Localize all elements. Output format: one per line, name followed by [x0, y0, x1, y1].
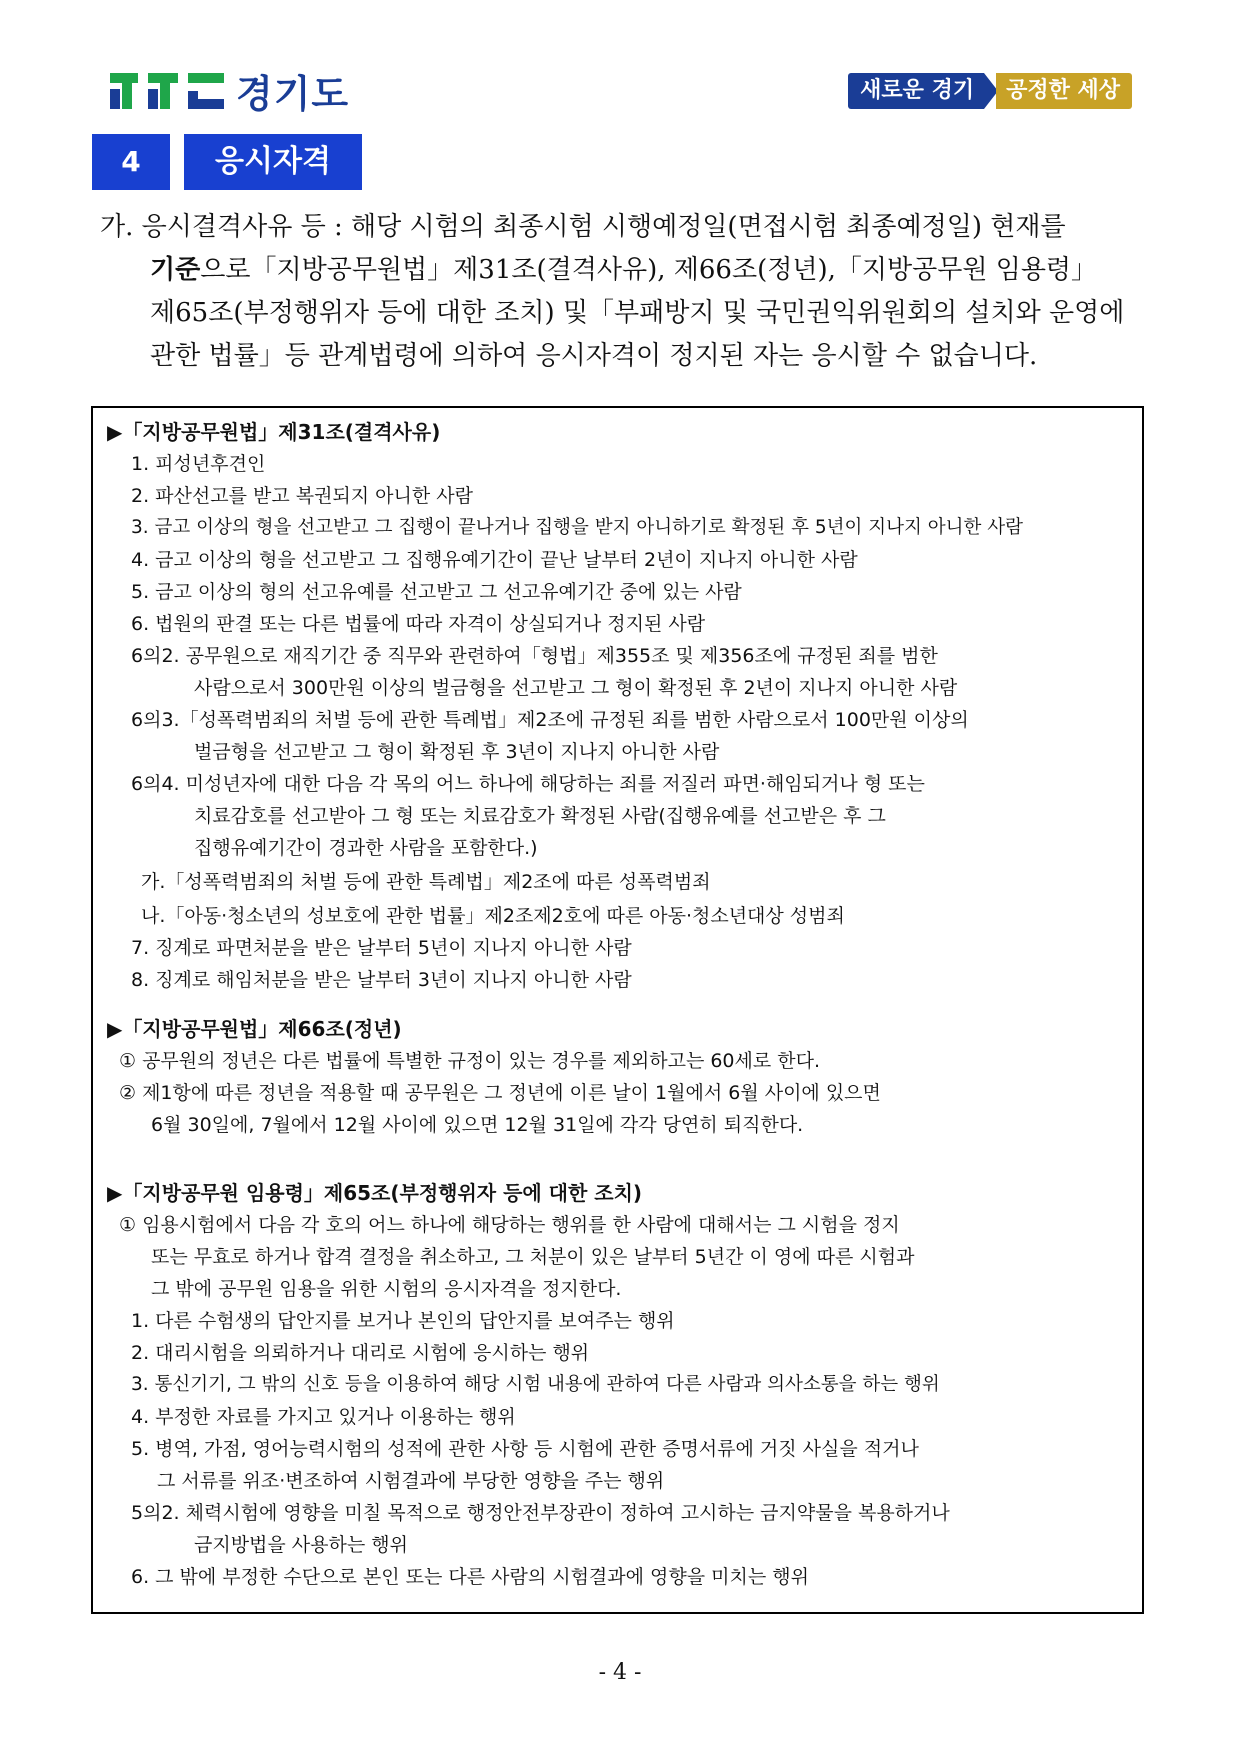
list-item-continued: 집행유예기간이 경과한 사람을 포함한다.) [194, 837, 538, 859]
list-item: 6의3.「성폭력범죄의 처벌 등에 관한 특례법」제2조에 규정된 죄를 범한 사람으로서 100만원 이상의 [131, 709, 969, 731]
list-item: 4. 금고 이상의 형을 선고받고 그 집행유예기간이 끝난 날부터 2년이 지나지 아니한 사람 [131, 549, 858, 571]
list-item: 3. 금고 이상의 형을 선고받고 그 집행이 끝나거나 집행을 받지 아니하기로 확정된 후 5년이 지나지 아니한 사람 [131, 517, 1023, 538]
sub-item: 나.「아동·청소년의 성보호에 관한 법률」제2조제2호에 따른 아동·청소년대상 성범죄 [141, 905, 845, 927]
list-item: ② 제1항에 따른 정년을 적용할 때 공무원은 그 정년에 이른 날이 1월에서 6월 사이에 있으면 [119, 1082, 881, 1104]
law-excerpt-box [91, 406, 1144, 1614]
list-item: 5. 병역, 가점, 영어능력시험의 성적에 관한 사항 등 시험에 관한 증명서류에 거짓 사실을 적거나 [131, 1438, 919, 1460]
gyeonggi-logo [108, 66, 349, 114]
list-item-continued: 6월 30일에, 7월에서 12월 사이에 있으면 12월 31일에 각각 당연히 퇴직한다. [151, 1114, 804, 1136]
section-heading: ▶「지방공무원법」제31조(결격사유) [107, 420, 441, 444]
gyeonggi-logo-icon [108, 69, 226, 111]
list-item: 5의2. 체력시험에 영향을 미칠 목적으로 행정안전부장관이 정하여 고시하는 금지약물을 복용하거나 [131, 1502, 950, 1524]
intro-line-1: 가. 응시결격사유 등 : 해당 시험의 최종시험 시행예정일(면접시험 최종예정일) 현재를 [100, 212, 1066, 242]
intro-line-4: 관한 법률」등 관계법령에 의하여 응시자격이 정지된 자는 응시할 수 없습니다. [150, 341, 1038, 371]
list-item: 5. 금고 이상의 형의 선고유예를 선고받고 그 선고유예기간 중에 있는 사람 [131, 581, 742, 603]
list-item-continued: 그 밖에 공무원 임용을 위한 시험의 응시자격을 정지한다. [151, 1278, 622, 1300]
list-item: 8. 징계로 해임처분을 받은 날부터 3년이 지나지 아니한 사람 [131, 969, 632, 991]
list-item: 6. 그 밖에 부정한 수단으로 본인 또는 다른 사람의 시험결과에 영향을 미치는 행위 [131, 1566, 809, 1588]
logo-text: 경기도 [236, 71, 350, 116]
intro-paragraph [100, 206, 1160, 378]
list-item: 2. 대리시험을 의뢰하거나 대리로 시험에 응시하는 행위 [131, 1342, 590, 1364]
list-item-continued: 또는 무효로 하거나 합격 결정을 취소하고, 그 처분이 있은 날부터 5년간 이 영에 따른 시험과 [151, 1246, 915, 1268]
slogan-right: 공정한 세상 [996, 73, 1132, 109]
list-item: 3. 통신기기, 그 밖의 신호 등을 이용하여 해당 시험 내용에 관하여 다른 사람과 의사소통을 하는 행위 [131, 1374, 940, 1395]
section-heading: ▶「지방공무원법」제66조(정년) [107, 1017, 402, 1041]
list-item-continued: 금지방법을 사용하는 행위 [194, 1534, 408, 1556]
section-number: 4 [92, 134, 170, 190]
list-item: 6의4. 미성년자에 대한 다음 각 목의 어느 하나에 해당하는 죄를 저질러 파면·해임되거나 형 또는 [131, 773, 925, 795]
list-item: 6의2. 공무원으로 재직기간 중 직무와 관련하여「형법」제355조 및 제356조에 규정된 죄를 범한 [131, 645, 938, 667]
section-heading: ▶「지방공무원 임용령」제65조(부정행위자 등에 대한 조치) [107, 1181, 643, 1205]
section-header [92, 134, 362, 190]
list-item-continued: 벌금형을 선고받고 그 형이 확정된 후 3년이 지나지 아니한 사람 [194, 741, 720, 763]
intro-line-3: 제65조(부정행위자 등에 대한 조치) 및「부패방지 및 국민권익위원회의 설치와 운영에 [150, 298, 1125, 328]
list-item: 1. 다른 수험생의 답안지를 보거나 본인의 답안지를 보여주는 행위 [131, 1310, 675, 1332]
sub-item: 가.「성폭력범죄의 처벌 등에 관한 특례법」제2조에 따른 성폭력범죄 [141, 871, 711, 893]
list-item: ① 공무원의 정년은 다른 법률에 특별한 규정이 있는 경우를 제외하고는 60세로 한다. [119, 1050, 821, 1072]
section-title: 응시자격 [184, 134, 362, 190]
list-item-continued: 그 서류를 위조·변조하여 시험결과에 부당한 영향을 주는 행위 [157, 1470, 665, 1492]
slogan-badge [848, 72, 1132, 110]
list-item: 1. 피성년후견인 [131, 453, 266, 475]
list-item: 6. 법원의 판결 또는 다른 법률에 따라 자격이 상실되거나 정지된 사람 [131, 613, 706, 635]
page-number: - 4 - [598, 1660, 642, 1685]
list-item: ① 임용시험에서 다음 각 호의 어느 하나에 해당하는 행위를 한 사람에 대해서는 그 시험을 정지 [119, 1214, 900, 1236]
intro-line-2: 기준으로「지방공무원법」제31조(결격사유), 제66조(정년),「지방공무원 임용령」 [150, 255, 1098, 285]
list-item-continued: 치료감호를 선고받아 그 형 또는 치료감호가 확정된 사람(집행유예를 선고받은 후 그 [194, 805, 886, 827]
list-item: 4. 부정한 자료를 가지고 있거나 이용하는 행위 [131, 1406, 516, 1428]
list-item-continued: 사람으로서 300만원 이상의 벌금형을 선고받고 그 형이 확정된 후 2년이 지나지 아니한 사람 [194, 677, 958, 699]
list-item: 7. 징계로 파면처분을 받은 날부터 5년이 지나지 아니한 사람 [131, 937, 632, 959]
slogan-left: 새로운 경기 [848, 73, 984, 109]
list-item: 2. 파산선고를 받고 복권되지 아니한 사람 [131, 485, 473, 507]
